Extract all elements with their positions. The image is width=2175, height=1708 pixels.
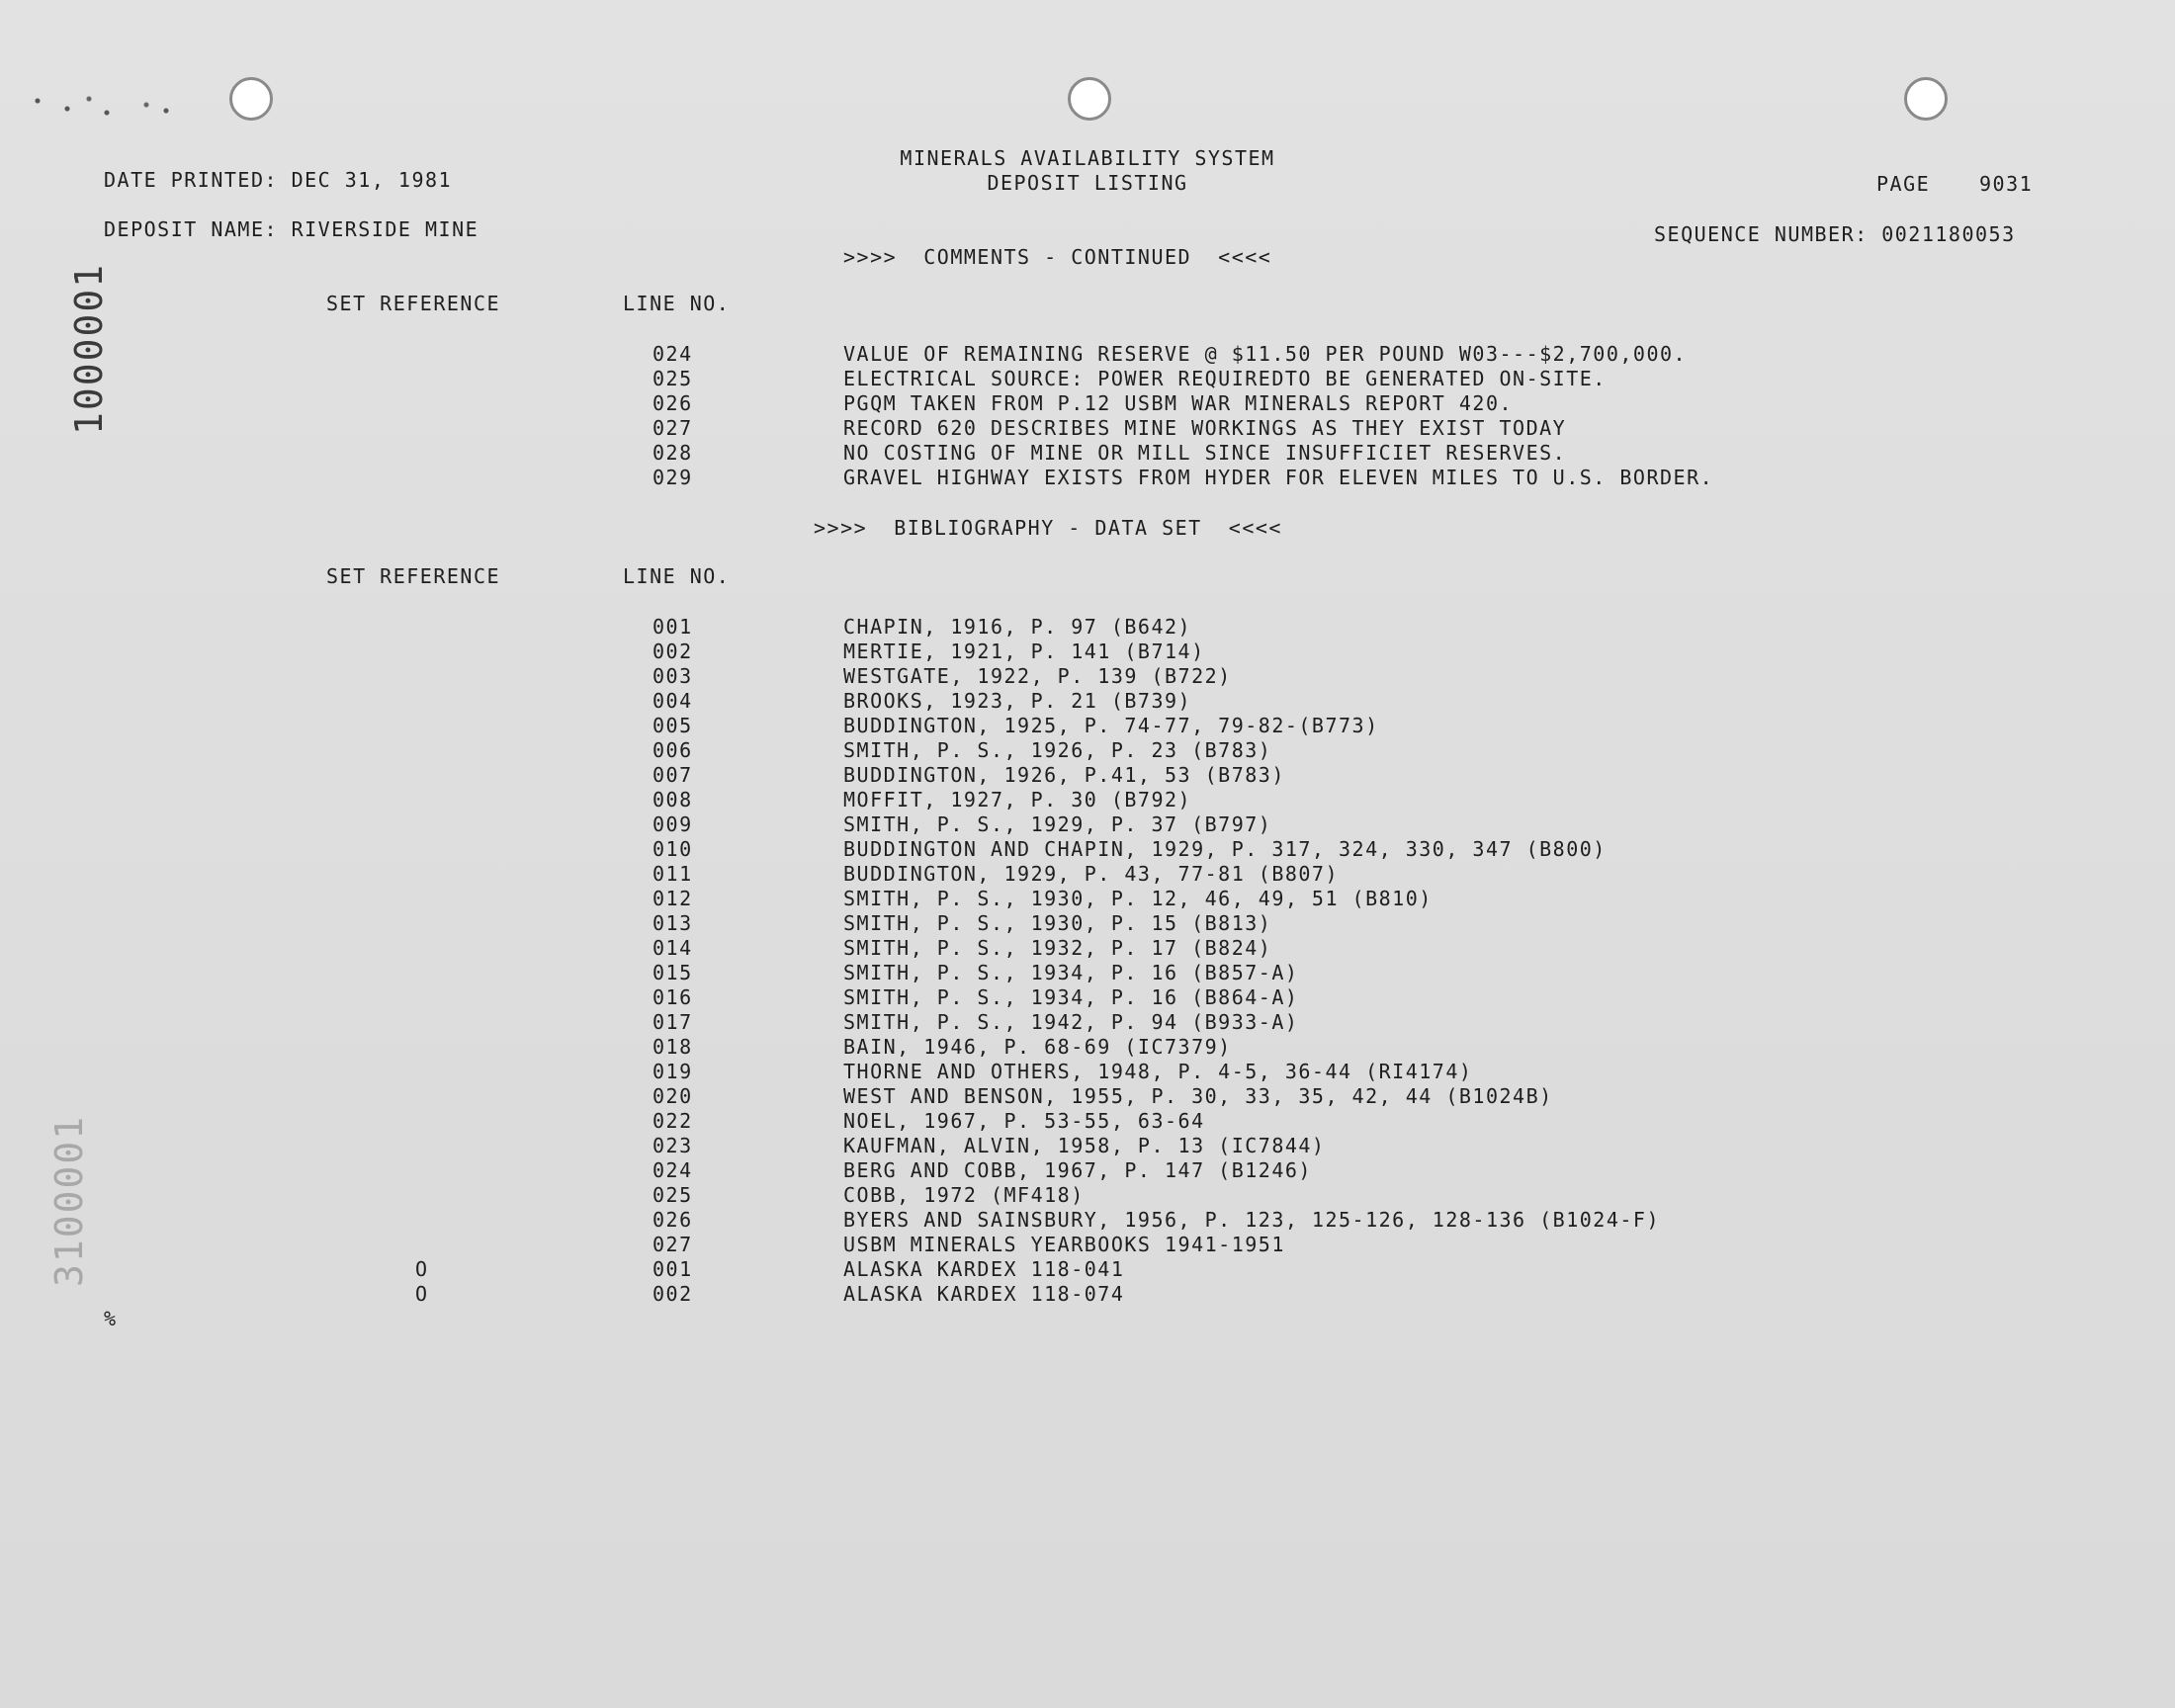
bib-text: ALASKA KARDEX 118-041 (843, 1257, 1125, 1281)
bib-line-no: 009 (652, 812, 693, 836)
bib-text: ALASKA KARDEX 118-074 (843, 1282, 1125, 1306)
bib-line-no: 020 (652, 1084, 693, 1108)
comment-line-no: 026 (652, 391, 693, 415)
punch-hole-right (1904, 77, 1948, 121)
bibliography-col-set-reference: SET REFERENCE (326, 564, 501, 588)
bib-text: BUDDINGTON, 1926, P.41, 53 (B783) (843, 763, 1285, 787)
bib-text: THORNE AND OTHERS, 1948, P. 4-5, 36-44 (RI4174) (843, 1060, 1473, 1083)
bib-text: COBB, 1972 (MF418) (843, 1183, 1085, 1207)
bib-text: SMITH, P. S., 1929, P. 37 (B797) (843, 812, 1272, 836)
bib-text: MERTIE, 1921, P. 141 (B714) (843, 640, 1205, 663)
bib-text: SMITH, P. S., 1932, P. 17 (B824) (843, 936, 1272, 960)
date-printed: DATE PRINTED: DEC 31, 1981 (104, 168, 453, 192)
bib-line-no: 004 (652, 689, 693, 713)
bib-line-no: 015 (652, 961, 693, 984)
comment-text: PGQM TAKEN FROM P.12 USBM WAR MINERALS REPORT 420. (843, 391, 1514, 415)
listing-title: DEPOSIT LISTING (987, 171, 1188, 195)
comment-text: VALUE OF REMAINING RESERVE @ $11.50 PER POUND W03---$2,700,000. (843, 342, 1688, 366)
comment-text: ELECTRICAL SOURCE: POWER REQUIREDTO BE GENERATED ON-SITE. (843, 367, 1607, 390)
bib-line-no: 002 (652, 640, 693, 663)
bib-text: BUDDINGTON AND CHAPIN, 1929, P. 317, 324, 330, 347 (B800) (843, 837, 1607, 861)
bib-text: BERG AND COBB, 1967, P. 147 (B1246) (843, 1158, 1312, 1182)
punch-hole-center (1068, 77, 1111, 121)
bib-text: WESTGATE, 1922, P. 139 (B722) (843, 664, 1232, 688)
comment-text: GRAVEL HIGHWAY EXISTS FROM HYDER FOR ELEVEN MILES TO U.S. BORDER. (843, 466, 1714, 489)
bib-line-no: 025 (652, 1183, 693, 1207)
sequence-number: SEQUENCE NUMBER: 0021180053 (1654, 222, 2016, 246)
bib-text: SMITH, P. S., 1934, P. 16 (B857-A) (843, 961, 1299, 984)
bib-line-no: 027 (652, 1233, 693, 1256)
ink-specks (28, 91, 176, 121)
bib-text: KAUFMAN, ALVIN, 1958, P. 13 (IC7844) (843, 1134, 1326, 1157)
bib-line-no: 013 (652, 911, 693, 935)
bib-text: SMITH, P. S., 1930, P. 15 (B813) (843, 911, 1272, 935)
bib-line-no: 003 (652, 664, 693, 688)
bib-text: NOEL, 1967, P. 53-55, 63-64 (843, 1109, 1205, 1133)
page-label: PAGE (1876, 172, 1931, 196)
comment-line-no: 028 (652, 441, 693, 465)
bib-line-no: 006 (652, 738, 693, 762)
punch-hole-left (229, 77, 273, 121)
deposit-name: DEPOSIT NAME: RIVERSIDE MINE (104, 217, 479, 241)
bib-text: MOFFIT, 1927, P. 30 (B792) (843, 788, 1192, 811)
bib-text: WEST AND BENSON, 1955, P. 30, 33, 35, 42, 44 (B1024B) (843, 1084, 1553, 1108)
bib-text: SMITH, P. S., 1926, P. 23 (B783) (843, 738, 1272, 762)
comment-line-no: 025 (652, 367, 693, 390)
page-number: 9031 (1979, 172, 2034, 196)
bib-line-no: 023 (652, 1134, 693, 1157)
comment-line-no: 024 (652, 342, 693, 366)
bibliography-col-line-no: LINE NO. (623, 564, 731, 588)
bib-line-no: 022 (652, 1109, 693, 1133)
faded-number-stamp: 3100001 (47, 1114, 91, 1287)
bib-line-no: 002 (652, 1282, 693, 1306)
comment-line-no: 029 (652, 466, 693, 489)
bib-line-no: 019 (652, 1060, 693, 1083)
bib-line-no: 008 (652, 788, 693, 811)
bib-text: USBM MINERALS YEARBOOKS 1941-1951 (843, 1233, 1285, 1256)
bib-line-no: 026 (652, 1208, 693, 1232)
comments-col-set-reference: SET REFERENCE (326, 292, 501, 315)
bib-line-no: 001 (652, 1257, 693, 1281)
bib-text: BAIN, 1946, P. 68-69 (IC7379) (843, 1035, 1232, 1059)
system-title: MINERALS AVAILABILITY SYSTEM (900, 146, 1275, 170)
bib-line-no: 001 (652, 615, 693, 639)
bib-text: SMITH, P. S., 1930, P. 12, 46, 49, 51 (B810) (843, 887, 1433, 910)
bib-text: BUDDINGTON, 1925, P. 74-77, 79-82-(B773) (843, 714, 1379, 737)
bib-line-no: 011 (652, 862, 693, 886)
bibliography-heading: >>>> BIBLIOGRAPHY - DATA SET <<<< (814, 516, 1282, 540)
bib-line-no: 014 (652, 936, 693, 960)
comment-text: RECORD 620 DESCRIBES MINE WORKINGS AS THEY EXIST TODAY (843, 416, 1567, 440)
bib-line-no: 024 (652, 1158, 693, 1182)
bib-line-no: 007 (652, 763, 693, 787)
bib-line-no: 018 (652, 1035, 693, 1059)
comment-text: NO COSTING OF MINE OR MILL SINCE INSUFFICIET RESERVES. (843, 441, 1567, 465)
bib-line-no: 010 (652, 837, 693, 861)
bib-line-no: 012 (652, 887, 693, 910)
bib-text: SMITH, P. S., 1942, P. 94 (B933-A) (843, 1010, 1299, 1034)
frame-number-stamp: 1000001 (67, 262, 111, 435)
comments-heading: >>>> COMMENTS - CONTINUED <<<< (843, 245, 1272, 269)
comment-line-no: 027 (652, 416, 693, 440)
bib-text: BUDDINGTON, 1929, P. 43, 77-81 (B807) (843, 862, 1340, 886)
bib-text: BROOKS, 1923, P. 21 (B739) (843, 689, 1192, 713)
bib-set-reference: O (415, 1282, 429, 1306)
percent-mark: % (104, 1307, 118, 1330)
comments-col-line-no: LINE NO. (623, 292, 731, 315)
bib-text: BYERS AND SAINSBURY, 1956, P. 123, 125-126, 128-136 (B1024-F) (843, 1208, 1661, 1232)
bib-set-reference: O (415, 1257, 429, 1281)
bib-line-no: 016 (652, 985, 693, 1009)
bib-line-no: 017 (652, 1010, 693, 1034)
bib-line-no: 005 (652, 714, 693, 737)
bib-text: SMITH, P. S., 1934, P. 16 (B864-A) (843, 985, 1299, 1009)
bib-text: CHAPIN, 1916, P. 97 (B642) (843, 615, 1192, 639)
